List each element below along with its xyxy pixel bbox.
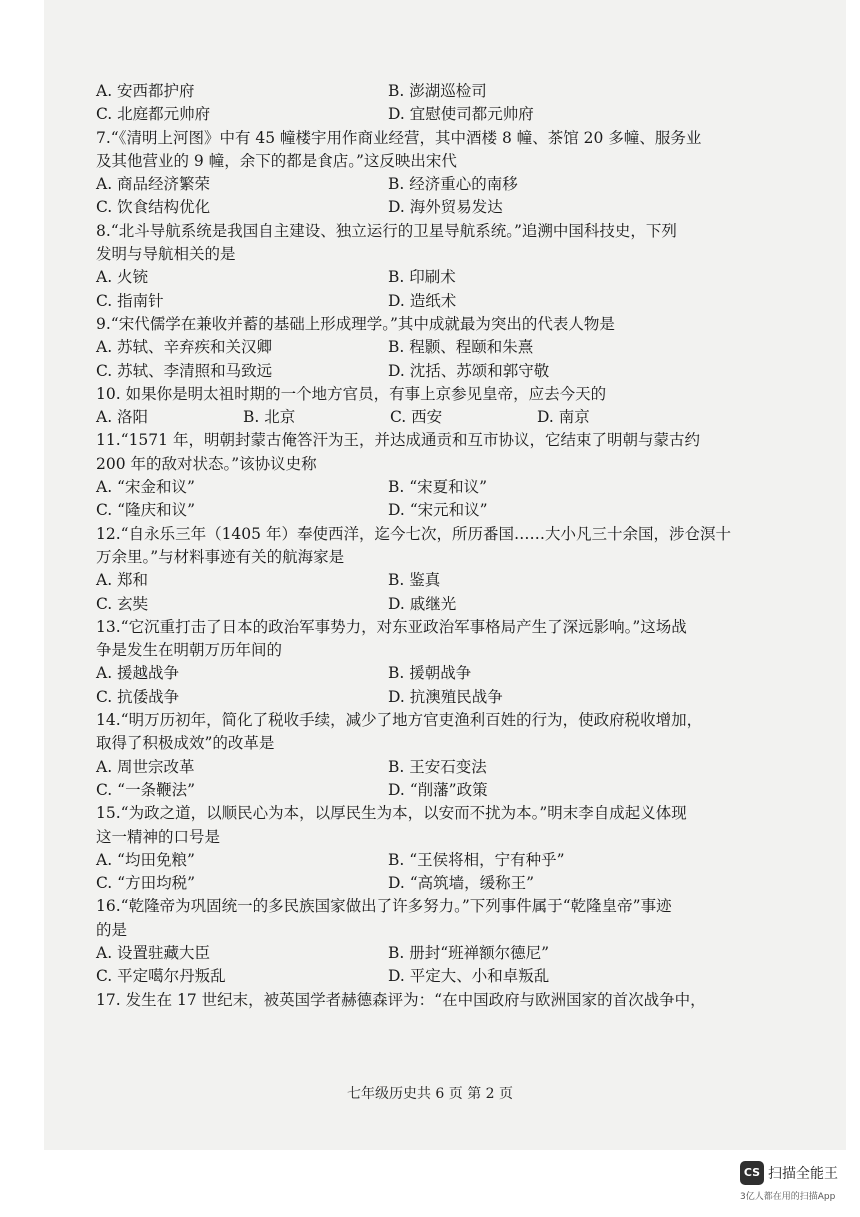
option-a: A. 郑和 [96,571,149,590]
question-12-stem: 12.“自永乐三年（1405 年）奉使西洋，迄今七次，所历番国……大小凡三十余国，涉仓溟十 [96,524,731,543]
option-c: C. 苏轼、李清照和马致远 [96,361,273,380]
question-11-stem: 11.“1571 年，明朝封蒙古俺答汗为王，并达成通贡和互市协议，它结束了明朝与蒙古约 [96,431,700,450]
option-d: D. 海外贸易发达 [388,198,503,217]
question-16-stem: 的是 [96,920,128,939]
option-c: C. 北庭都元帅府 [96,105,211,124]
option-c: C. 西安 [390,408,443,427]
option-b: B. 澎湖巡检司 [388,82,487,100]
watermark-title: 扫描全能王 [768,1166,838,1182]
option-b: B. 册封“班禅额尔德尼” [388,943,550,962]
camscanner-logo-icon: CS [740,1161,764,1185]
question-11-stem: 200 年的敌对状态。”该协议史称 [96,454,317,473]
question-9-stem: 9.“宋代儒学在兼收并蓄的基础上形成理学。”其中成就最为突出的代表人物是 [96,314,615,333]
options-row [96,476,736,499]
option-c: C. “隆庆和议” [96,501,196,520]
question-10-stem: 10. 如果你是明太祖时期的一个地方官员，有事上京参见皇帝，应去今天的 [96,384,607,403]
options-row [96,569,736,592]
option-d: D. 宜慰使司都元帅府 [388,105,534,124]
exam-content [96,80,736,1012]
options-row [96,686,736,709]
options-row [96,336,736,359]
options-row [96,942,736,965]
option-a: A. 商品经济繁荣 [96,175,211,194]
option-b: B. 北京 [243,408,296,427]
question-7-stem: 及其他营业的 9 幢，余下的都是食店。”这反映出宋代 [96,151,457,170]
options-row [96,103,736,126]
option-a: A. “均田免粮” [96,850,195,869]
question-13-stem: 13.“它沉重打击了日本的政治军事势力，对东亚政治军事格局产生了深远影响。”这场战 [96,617,687,636]
option-c: C. “一条鞭法” [96,780,196,799]
option-d: D. 戚继光 [388,594,457,613]
question-13-stem: 争是发生在明朝万历年间的 [96,641,283,660]
question-15-stem: 这一精神的口号是 [96,827,221,846]
option-a: A. 安西都护府 [96,82,195,100]
option-c: C. 平定噶尔丹叛乱 [96,967,226,986]
question-15-stem: 15.“为政之道，以顺民心为本，以厚民生为本，以安而不扰为本。”明末李自成起义体现 [96,804,687,823]
options-row [96,266,736,289]
scanner-app-watermark [740,1161,842,1201]
option-d: D. 南京 [537,408,590,427]
options-row [96,80,736,103]
option-c: C. 指南针 [96,291,164,310]
options-row [96,499,736,522]
option-d: D. “宋元和议” [388,501,488,520]
options-row [96,872,736,895]
options-row [96,406,736,429]
option-d: D. “削藩”政策 [388,780,488,799]
question-7-stem: 7.“《清明上河图》中有 45 幢楼宇用作商业经营，其中酒楼 8 幢、茶馆 20 多幢、服务业 [96,128,702,147]
page-footer: 七年级历史共 6 页 第 2 页 [346,1086,514,1102]
option-a: A. 洛阳 [96,408,149,427]
option-a: A. 援越战争 [96,664,180,683]
question-14-stem: 14.“明万历初年，简化了税收手续，减少了地方官吏渔利百姓的行为，使政府税收增加， [96,711,703,730]
question-8-stem: 发明与导航相关的是 [96,245,236,264]
question-12-stem: 万余里。”与材料事迹有关的航海家是 [96,547,345,566]
option-b: B. 王安石变法 [388,757,487,776]
options-row [96,593,736,616]
option-c: C. 抗倭战争 [96,687,180,706]
question-17-stem: 17. 发生在 17 世纪末，被英国学者赫德森评为：“在中国政府与欧洲国家的首次战争中， [96,990,706,1009]
option-d: D. 平定大、小和卓叛乱 [388,967,550,986]
options-row [96,965,736,988]
option-d: D. “高筑墙，缓称王” [388,874,535,893]
option-c: C. 玄奘 [96,594,149,613]
option-a: A. 设置驻藏大臣 [96,943,211,962]
option-b: B. 程颢、程颐和朱熹 [388,338,534,357]
options-row [96,173,736,196]
options-row [96,662,736,685]
option-b: B. 援朝战争 [388,664,472,683]
option-a: A. “宋金和议” [96,478,195,497]
options-row [96,290,736,313]
option-b: B. “宋夏和议” [388,478,488,497]
option-a: A. 苏轼、辛弃疾和关汉卿 [96,338,273,357]
question-8-stem: 8.“北斗导航系统是我国自主建设、独立运行的卫星导航系统。”追溯中国科技史，下列 [96,221,677,240]
option-a: A. 火铳 [96,268,149,287]
watermark-subtitle: 3亿人都在用的扫描App [740,1192,836,1202]
options-row [96,756,736,779]
options-row [96,849,736,872]
option-a: A. 周世宗改革 [96,757,195,776]
option-b: B. 印刷术 [388,268,456,287]
option-d: D. 抗澳殖民战争 [388,687,503,706]
question-14-stem: 取得了积极成效”的改革是 [96,734,275,753]
option-c: C. “方田均税” [96,874,196,893]
option-d: D. 沈括、苏颂和郭守敬 [388,361,550,380]
option-b: B. 经济重心的南移 [388,175,518,194]
options-row [96,360,736,383]
options-row [96,196,736,219]
option-c: C. 饮食结构优化 [96,198,211,217]
options-row [96,779,736,802]
option-b: B. “王侯将相，宁有种乎” [388,850,565,869]
option-d: D. 造纸术 [388,291,457,310]
option-b: B. 鉴真 [388,571,441,590]
question-16-stem: 16.“乾隆帝为巩固统一的多民族国家做出了许多努力。”下列事件属于“乾隆皇帝”事迹 [96,897,672,916]
